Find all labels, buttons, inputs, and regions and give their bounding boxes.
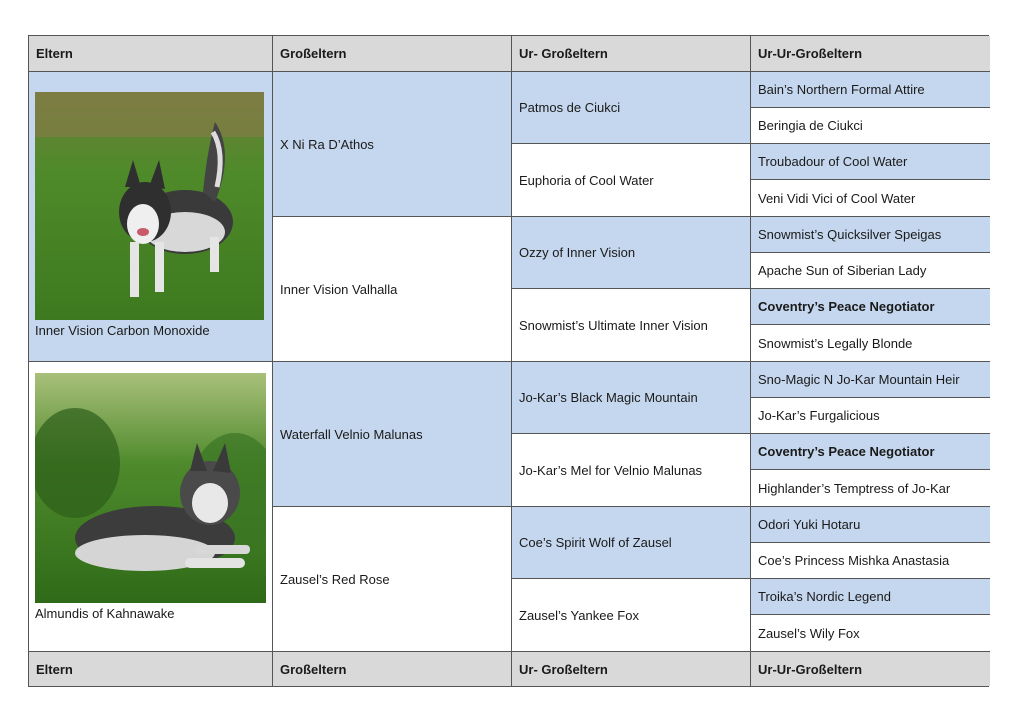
footer-great-great-grandparents: Ur-Ur-Großeltern <box>751 652 990 686</box>
header-great-great-grandparents: Ur-Ur-Großeltern <box>751 36 990 72</box>
ancestor-cell: Zausel’s Wily Fox <box>751 615 990 652</box>
ancestor-cell: Jo-Kar’s Furgalicious <box>751 398 990 434</box>
header-great-grandparents: Ur- Großeltern <box>512 36 751 72</box>
ancestor-cell: Beringia de Ciukci <box>751 108 990 144</box>
parent-cell <box>29 72 273 362</box>
ancestor-cell: Troubadour of Cool Water <box>751 144 990 180</box>
great-grandparent-cell: Coe’s Spirit Wolf of Zausel <box>512 507 751 579</box>
footer-parents: Eltern <box>29 652 273 686</box>
parent-name: Inner Vision Carbon Monoxide <box>35 323 210 338</box>
grandparent-cell: X Ni Ra D’Athos <box>273 72 512 217</box>
great-grandparent-cell: Jo-Kar’s Mel for Velnio Malunas <box>512 434 751 507</box>
ancestor-cell: Snowmist’s Quicksilver Speigas <box>751 217 990 253</box>
ancestor-cell: Bain’s Northern Formal Attire <box>751 72 990 108</box>
grandparent-cell: Waterfall Velnio Malunas <box>273 362 512 507</box>
ancestor-cell: Highlander’s Temptress of Jo-Kar <box>751 470 990 507</box>
great-grandparent-cell: Ozzy of Inner Vision <box>512 217 751 289</box>
ancestor-cell: Veni Vidi Vici of Cool Water <box>751 180 990 217</box>
ancestor-cell: Apache Sun of Siberian Lady <box>751 253 990 289</box>
header-grandparents: Großeltern <box>273 36 512 72</box>
ancestor-cell: Sno-Magic N Jo-Kar Mountain Heir <box>751 362 990 398</box>
great-grandparent-cell: Snowmist’s Ultimate Inner Vision <box>512 289 751 362</box>
great-grandparent-cell: Jo-Kar’s Black Magic Mountain <box>512 362 751 434</box>
grandparent-cell: Zausel’s Red Rose <box>273 507 512 652</box>
ancestor-cell: Coventry’s Peace Negotiator <box>751 289 990 325</box>
pedigree-table <box>28 35 989 687</box>
footer-great-grandparents: Ur- Großeltern <box>512 652 751 686</box>
ancestor-cell: Troika’s Nordic Legend <box>751 579 990 615</box>
ancestor-cell: Coventry’s Peace Negotiator <box>751 434 990 470</box>
footer-grandparents: Großeltern <box>273 652 512 686</box>
ancestor-cell: Snowmist’s Legally Blonde <box>751 325 990 362</box>
husky-lying-photo <box>35 373 266 603</box>
great-grandparent-cell: Zausel’s Yankee Fox <box>512 579 751 652</box>
great-grandparent-cell: Patmos de Ciukci <box>512 72 751 144</box>
husky-standing-photo <box>35 92 264 320</box>
parent-name: Almundis of Kahnawake <box>35 606 175 621</box>
ancestor-cell: Odori Yuki Hotaru <box>751 507 990 543</box>
ancestor-cell: Coe’s Princess Mishka Anastasia <box>751 543 990 579</box>
parent-cell <box>29 362 273 652</box>
grandparent-cell: Inner Vision Valhalla <box>273 217 512 362</box>
header-parents: Eltern <box>29 36 273 72</box>
great-grandparent-cell: Euphoria of Cool Water <box>512 144 751 217</box>
